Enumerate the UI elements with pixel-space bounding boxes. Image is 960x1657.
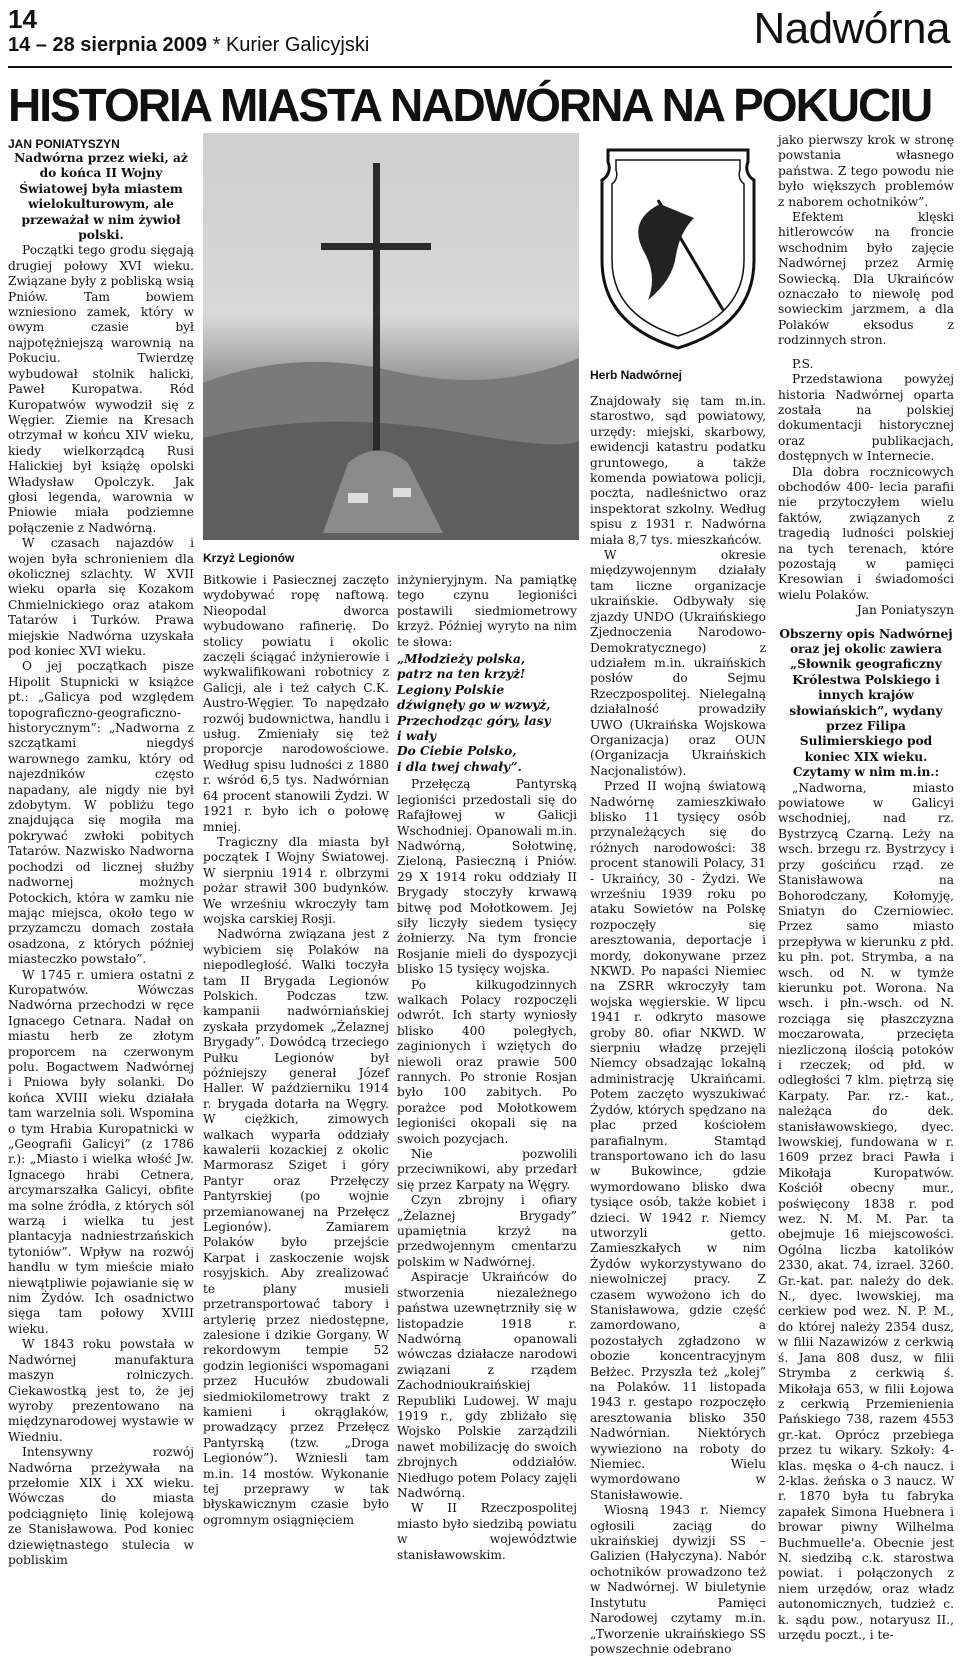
header-rule (8, 66, 952, 68)
paragraph: Wiosną 1943 r. Niemcy ogłosili zaciąg do ukraińskiej dywizji SS – Galizien (Hałyczyna). Nabór ochotników prowadzono też w Nadwórnej. W biuletynie Instytutu Pamięci Narodowej czytamy m.in. „Tworzenie ukraińskiego SS powszechnie odebrano (590, 1503, 766, 1656)
postscript-label: P.S. (792, 356, 814, 371)
legion-cross-image (203, 133, 579, 540)
page-number: 14 (8, 4, 37, 34)
dictionary-quote: „Nadworna, miasto powiatowe w Galicyi wschodniej, nad rz. Bystrzycą Czarną. Leży na wsch. brzegu rz. Bystrzycy i przy gościńcu rząd. ze Stanisławowa na Bohorodczany, Kołomyję, Sniatyn do Czerniowiec. Przez samo miasto przepływa w kierunku z płd. ku płn. pot. Strymba, a na wsch. od N. w tymże kierunku pot. Worona. Na wsch. i płn.-wsch. od N. rozciąga się płaszczyzna moczarowata, przecięta niezliczoną ilością potoków i rzeczek; od płd. w odległości 7 klm. piętrzą się Karpaty. Par. rz.- kat., należąca do dek. stanisławowskiego, dyec. lwowskiej, fundowana w r. 1609 przez braci Pawła i Mikołaja Kuropatwów. Kościół obecny mur., poświęcony 1838 r. pod wez. N. M. M. Par. ta obejmuje 16 miejscowości. Ogólna liczba katolików 2330, akat. 74, izrael. 3260. Gr.-kat. par. należy do dek. N., dyec. lwowskiej, ma cerkiew pod wez. N. P. M., do której należy 2354 dusz, w filii Nazawizów z cerkwią ś. Jana 808 dusz, w filii Strymba z cerkwią ś. Mikołaja 653, w filii Łojowa z cerkwią Przemienienia Pańskiego 738, razem 4553 gr.-kat. Oprócz przebiega przez tu wikary. Szkoły: 4-klas. męska o 4-ch naucz. i 2-klas. żeńska o 3 naucz. W r. 1870 była tu fabryka zapałek Simona Huebnera i browar piwny Wilhelma Buchmuelle'a. Obecnie jest N. siedzibą c.k. starostwa powiat. i połączonych z niem urzędów, oraz władz autonomicznych, tudzież c. k. sądu pow., notaryusz II., urzędu poczt., i te- (778, 780, 954, 1642)
paragraph: W czasach najazdów i wojen była schronieniem dla okolicznej szlachty. W XVII wieku oparła się Kozakom Chmielnickiego oraz atakom Tatarów i Turków. Prawa miejskie Nadwórna uzyskała pod koniec XVI wieku. (8, 536, 194, 658)
paragraph: Tragiczny dla miasta był początek I Wojny Światowej. W sierpniu 1914 r. olbrzymi pożar strawił 300 budynków. We wrześniu wkroczyły tam wojska carskiej Rosji. (203, 834, 389, 926)
column-1 (8, 137, 194, 1568)
paragraph: Bitkowie i Pasiecznej zaczęto wydobywać ropę naftową. Nieopodal dworca wybudowano rafinerię. Do stolicy powiatu i okolic zaczęli ściągać inżynierowie i wykwalifikowani robotnicy z Galicji, ale i też całych C.K. Austro-Węgier. To napędzało rozwój budownictwa, handlu i usług. Zmieniały się też proporcje narodowościowe. Według spisu ludności z 1880 r. wśród 6,5 tys. Nadwórnian 64 procent stanowili Żydzi. W 1921 r. było ich o połowę mniej. (203, 573, 389, 834)
paragraph: O jej początkach pisze Hipolit Stupnicki w książce pt.: „Galicya pod względem topograficzno-geograficzno-historycznym”: „Nadworna z szczątkami niegdyś warownego zamku, który od najezdników często napadany, ale nigdy nie był zdobytym. W pobliżu tego znajdująca się mogiła ma pokrywać zwłoki pobitych Tatarów. Nazwisko Nadworna pochodzi od licznej służby nadwornej możnych Potockich, która w zamku nie mając miejsca, około tego w przyzamczu domach została osadzona, z których później miasteczko powstało”. (8, 659, 194, 967)
paragraph: Początki tego grodu sięgają drugiej połowy XVI wieku. Związane były z pobliską wsią Pniów. Tam bowiem wzniesiono zamek, który w owym czasie był najpotężniejszą warownią na Pokuciu. Twierdzę wybudował stolnik halicki, Paweł Kuropatwa. Ród Kuropatwów wywodził się z Węgier. Ziemie na Kresach otrzymał w końcu XIV wieku, kiedy wielkorządcą Rusi Halickiej był książę opolski Władysław Opolczyk. Jak głosi legenda, warownia w Pniowie miała podziemne połączenie z Nadwórną. (8, 243, 194, 535)
inscription-line: Przechodząc góry, lasy (397, 713, 551, 728)
paragraph: Efektem klęski hitlerowców na froncie wschodnim było zajęcie Nadwórnej przez Armię Sowiecką. Dla Ukraińców oznaczało to niewolę pod sowieckim jarzmem, a dla Polaków eksodus z rodzinnych stron. (778, 210, 954, 348)
paragraph: W 1843 roku powstała w Nadwórnej manufaktura maszyn rolniczych. Ciekawostką jest to, że jej wyroby prezentowano na międzynarodowej wystawie w Wiedniu. (8, 1337, 194, 1444)
inscription-line: Do Ciebie Polsko, (397, 744, 517, 759)
author-byline: JAN PONIATYSZYN (8, 137, 120, 151)
cross-inscription (397, 652, 577, 775)
paragraph: inżynieryjnym. Na pamiątkę tego czynu legioniści postawili siedmiometrowy krzyż. Później wyryto na nim te słowa: (397, 573, 577, 649)
paragraph: Intensywny rozwój Nadwórna przeżywała na przełomie XIX i XX wieku. Wówczas do miasta podciągnięto linię kolejową ze Stanisławowa. Pod koniec dziewiętnastego stulecia w pobliskim (8, 1445, 194, 1567)
paragraph: Nadwórna związana jest z wybiciem się Polaków na niepodległość. Walki toczyła tam II Brygada Legionów Polskich. Podczas tzw. kampanii nadwórniańskiej zyskała przydomek „Żelaznej Brygady”. Dowódcą trzeciego Pułku Legionów był późniejszy generał Józef Haller. W październiku 1914 r. brygada dotarła na Węgry. W ciężkich, zimowych walkach wyparła oddziały kawalerii kozackiej z okolic Marmorasz Sziget i góry Pantyr oraz Przełęczy Pantyrskiej (po wojnie przemianowanej na Przełęcz Legionów). Zamiarem Polaków było przejście Karpat i zaskoczenie wojsk rosyjskich. Aby zrealizować te plany musieli przetransportować tabory i artylerię przez niedostępne, zalesione i dzikie Gorgany. W rekordowym tempie 52 godzin legioniści wspomagani przez Hucułów zbudowali siedmiokilometrowy trakt z kamieni i okrąglaków, prowadzący przez Przełęcz Pantyrską (tzw. „Droga Legionów”). Wzniesli tam m.in. 14 mostów. Wykonanie tej przeprawy w tak błyskawicznym czasie było ogromnym osiągnięciem (203, 927, 389, 1527)
paragraph: Aspiracje Ukraińców do stworzenia niezależnego państwa uzewnętrzniły się w listopadzie 1918 r. Nadwórną opanowali wówczas działacze narodowi związani z rządem Zachodnioukraińskiej Republiki Ludowej. W maju 1919 r., gdy zbliżało się Wojsko Polskie zarządzili nawet mobilizację do swoich zbrojnych oddziałów. Niedługo potem Polacy zajęli Nadwórną. (397, 1270, 577, 1500)
paragraph: Czyn zbrojny i ofiary „Żelaznej Brygady” upamiętnia krzyż na przedwojennym cmentarzu polskim w Nadwórnej. (397, 1193, 577, 1269)
signature: Jan Poniatyszyn (856, 603, 954, 618)
issue-date-line: 14 – 28 sierpnia 2009 * Kurier Galicyjski (8, 34, 370, 56)
lead-paragraph: Nadwórna przez wieki, aż do końca II Wojny Światowej była miastem wielokulturowym, ale przeważał w nim żywioł polski. (14, 151, 188, 243)
publication-name: Kurier Galicyjski (225, 34, 370, 56)
photo-caption: Krzyż Legionów (203, 551, 295, 565)
paragraph: Przełęczą Pantyrską legioniści przedostali się do Rafajłowej w Galicji Wschodniej. Opanowali m.in. Nadwórną, Sołotwinę, Zieloną, Pasieczną i Pniów. 29 X 1914 roku oddziały II Brygady stoczyły krwawą bitwę pod Mołotkowem. Jej siły liczyły siedem tysięcy żołnierzy. Na tym froncie Rosjanie mieli do dyspozycji blisko 15 tysięcy wojska. (397, 777, 577, 977)
paragraph: Znajdowały się tam m.in. starostwo, sąd powiatowy, urzędy: miejski, skarbowy, ewidencji katastru podatku gruntowego, a także komenda powiatowa policji, poczta, nadleśnictwo oraz inspektorat szkolny. Według spisu z 1931 r. Nadwórna miała 8,7 tys. mieszkańców. (590, 394, 766, 547)
column-5 (778, 133, 954, 1643)
town-coat-of-arms (588, 140, 768, 355)
inscription-line: Legiony Polskie (397, 682, 505, 697)
section-title: Nadwórna (753, 4, 950, 53)
crest-caption: Herb Nadwórnej (590, 368, 683, 382)
paragraph: Po kilkugodzinnych walkach Polacy rozpoczęli odwrót. Ich starty wyniosły blisko 400 poległych, zaginionych i wziętych do niewoli oraz prawie 500 rannych. Po stronie Rosjan było 100 zabitych. Po porażce pod Mołotkowem legioniści okopali się na swoich pozycjach. (397, 977, 577, 1146)
column-2 (203, 573, 389, 1528)
paragraph: W 1745 r. umiera ostatni z Kuropatwów. Wówczas Nadwórna przechodzi w ręce Ignacego Cetnara. Nadał on miastu herb ze złotym proporcem na czerwonym polu. Bogactwem Nadwórnej i Pniowa były solanki. Do końca XVIII wieku działała tam warzelnia soli. Wspomina o tym Hrabia Kuropatnicki w „Geografii Galicyi” (z 1786 r.): „Miasto i wielka włość Jw. Ignacego hrabi Cetnera, arcymarszałka Galicyi, obfite ma solne źródła, z których sól warzą i wielka tu jest plantacyja nadniestrzańskich tytoniów”. Wpływ na rozwój handlu w tym mieście miało niewątpliwie pojawianie się w nim Żydów. Ich osadnictwo sięga tam połowy XVIII wieku. (8, 967, 194, 1336)
paragraph: W okresie międzywojennym działały tam liczne organizacje ukraińskie. Odbywały się zjazdy UNDO (Ukraińskiego Zjednoczenia Narodowo-Demokratycznego) z udziałem m.in. ukraińskich posłów do Sejmu Rzeczpospolitej. Nielegalną działalność prowadziły UWO (Ukraińska Wojskowa Organizacja) oraz OUN (Organizacja Ukraińskich Nacjonalistów). (590, 548, 766, 778)
paragraph: Przedstawiona powyżej historia Nadwórnej oparta została na polskiej dokumentacji historycznej oraz publikacjach, dostępnych w Internecie. (778, 372, 954, 464)
inscription-line: patrz na ten krzyż! (397, 667, 526, 682)
issue-date: 14 – 28 sierpnia 2009 (8, 34, 208, 56)
inscription-line: „Młodzieży polska, (397, 652, 526, 667)
cross-photo (203, 133, 579, 540)
article-headline: HISTORIA MIASTA NADWÓRNA NA POKUCIU (8, 79, 932, 131)
inscription-line: dźwignęły go w wzwyż, (397, 698, 551, 713)
paragraph: jako pierwszy krok w stronę powstania własnego państwa. Z tego powodu nie było większych problemów z naborem ochotników”. (778, 133, 954, 209)
column-3 (397, 573, 577, 1563)
paragraph: W II Rzeczpospolitej miasto było siedzibą powiatu w województwie stanisławowskim. (397, 1501, 577, 1562)
paragraph: Nie pozwolili przeciwnikowi, aby przedarł się przez Karpaty na Węgry. (397, 1147, 577, 1192)
paragraph: Dla dobra rocznicowych obchodów 400- lecia parafii nie przytoczyłem wielu faktów, związanych z tragedią ludności polskiej na tych terenach, które pozostają w pamięci Kresowian i świadomości wielu Polaków. (778, 464, 954, 602)
dictionary-note: Obszerny opis Nadwórnej oraz jej okolic zawiera „Słownik geograficzny Królestwa Polskiego i innych krajów słowiańskich”, wydany przez Filipa Sulimierskiego pod koniec XIX wieku. Czytamy w nim m.in.: (779, 626, 953, 780)
inscription-line: i dla twej chwały”. (397, 759, 522, 774)
column-4 (590, 394, 766, 1657)
inscription-line: i wały (397, 729, 437, 744)
paragraph: Przed II wojną światową Nadwórnę zamieszkiwało blisko 11 tysięcy osób przynależących się do różnych narodowości: 38 procent stanowili Polacy, 31 - Ukraińcy, 30 - Żydzi. We wrześniu 1939 roku po ataku Sowietów na Polskę rozpoczęły się aresztowania, deportacje i mordy, dokonywane przez NKWD. Po napaści Niemiec na ZSRR wkroczyły tam wojska węgierskie. W lipcu 1941 r. odkryto masowe groby 80. ofiar NKWD. W sierpniu władzę przejęli Niemcy obsadzając lokalną administrację Ukraińcami. Potem zaczęto wyszukiwać Żydów, których spędzano na plac przed kościołem parafialnym. Stamtąd transportowano ich do lasu w Bukowince, gdzie wymordowano blisko dwa tysiące osób, także kobiet i dzieci. W 1942 r. Niemcy utworzyli getto. Zamieszkałych w nim Żydów wykorzystywano do niewolniczej pracy. Z czasem wywożono ich do Stanisławowa, gdzie część zamordowano, a pozostałych zgładzono w obozie koncentracyjnym Bełżec. Przyszła też „kolej” na Polaków. 11 listopada 1943 r. gestapo rozpoczęło aresztowania blisko 350 Nadwórnian. Niektórych wywieziono na roboty do Niemiec. Wielu wymordowano w Stanisławowie. (590, 779, 766, 1502)
